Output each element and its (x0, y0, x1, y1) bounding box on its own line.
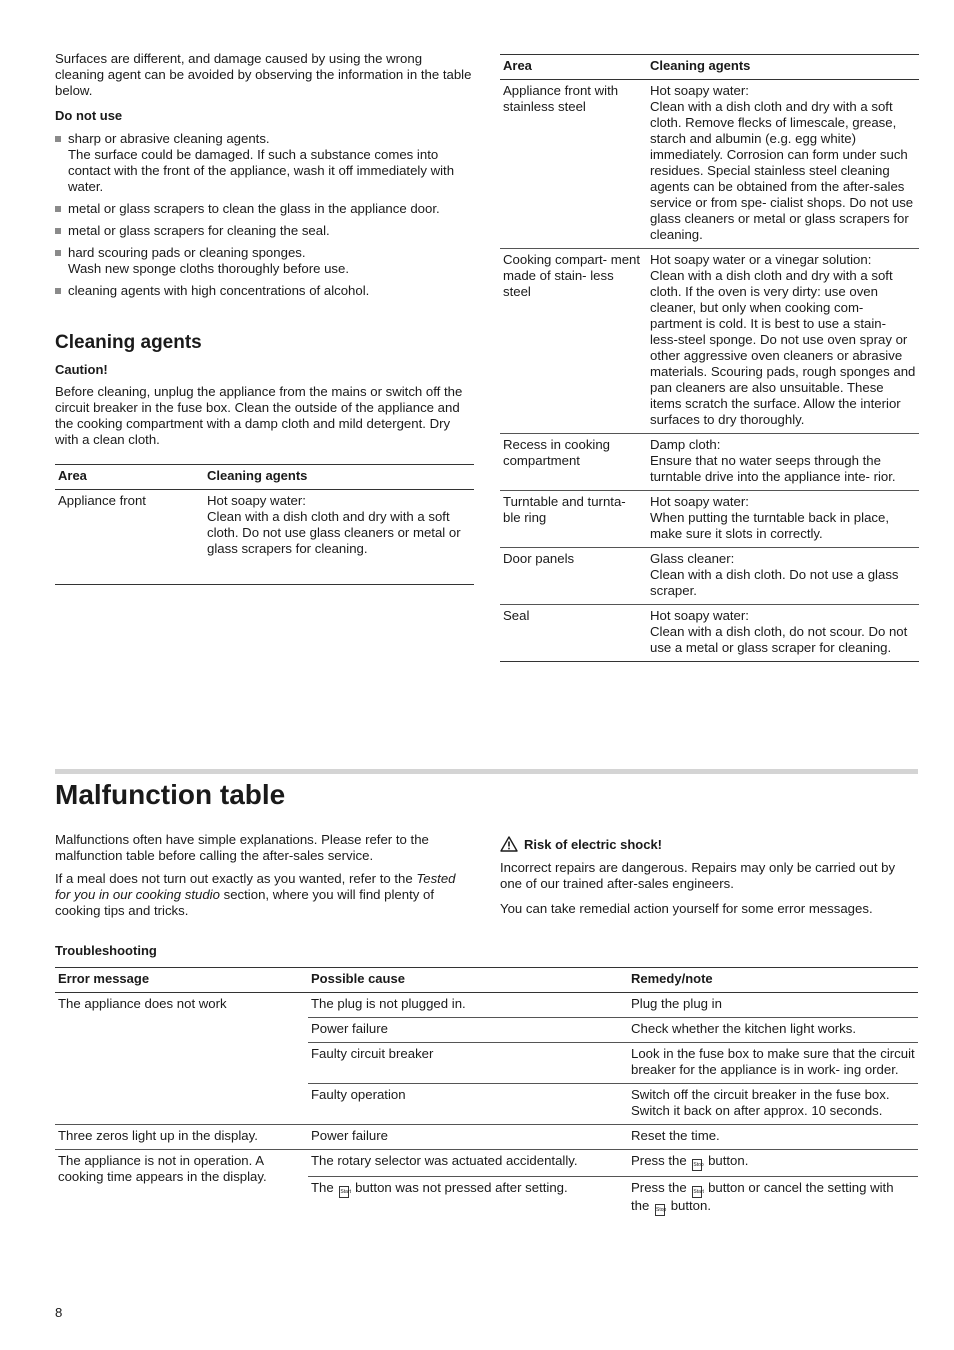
remedy-text: button. (670, 1198, 712, 1213)
table-row (500, 491, 919, 548)
table-cell-cause: Power failure (308, 1018, 628, 1043)
start-button-icon: Start (339, 1186, 349, 1198)
table-cell-remedy: Switch off the circuit breaker in the fuse box. Switch it back on after approx. 10 seconds. (628, 1084, 918, 1125)
table-cell-area: Appliance front (55, 490, 204, 585)
list-item (55, 131, 475, 195)
table-row (500, 605, 919, 662)
cause-text: button was not pressed after setting. (355, 1180, 568, 1195)
list-item-text: metal or glass scrapers to clean the glass in the appliance door. (68, 201, 440, 216)
cleaning-table-small (55, 464, 474, 585)
start-button-icon: Start (692, 1186, 702, 1198)
table-cell-remedy (628, 1150, 918, 1177)
table-row (55, 993, 918, 1018)
table-cell-error: The appliance is not in operation. A cooking time appears in the display. (58, 1153, 267, 1184)
table-cell-area: Recess in cooking compartment (500, 434, 647, 491)
stop-button-icon: Stop (692, 1159, 702, 1171)
table-cell-cause (308, 1177, 628, 1222)
malfunction-intro: Malfunctions often have simple explanations. Please refer to the malfunction table before calling the after-sales service. (55, 832, 429, 863)
table-header-area: Area (500, 55, 647, 80)
table-row (55, 1150, 918, 1177)
tips-text-b: section, where you will find plenty of cooking tips and tricks. (55, 887, 435, 918)
list-item-text: cleaning agents with high concentrations of alcohol. (68, 283, 370, 298)
caution-label: Caution! (55, 362, 108, 377)
bullet-icon (55, 250, 61, 256)
table-cell-remedy (628, 1177, 918, 1222)
section-divider (55, 769, 918, 774)
malfunction-tips (55, 871, 473, 919)
list-item-subtext: The surface could be damaged. If such a substance comes into contact with the front of the appliance, wash it off immediately with water. (68, 147, 455, 194)
table-cell-agent (647, 80, 919, 249)
table-cell-agent (204, 490, 474, 585)
table-row (500, 434, 919, 491)
warning-title: Risk of electric shock! (524, 837, 662, 852)
list-item (55, 201, 475, 217)
table-cell-cause: Faulty circuit breaker (308, 1043, 628, 1084)
table-cell-area: Appliance front with stainless steel (500, 80, 647, 249)
table-row (500, 80, 919, 249)
table-cell-agent (647, 548, 919, 605)
table-row (500, 249, 919, 434)
table-cell-cause: The plug is not plugged in. (308, 993, 628, 1018)
list-item-subtext: Wash new sponge cloths thoroughly before use. (68, 261, 350, 276)
agent-text: Clean with a dish cloth. Do not use a glass scraper. (650, 567, 899, 598)
table-cell-remedy: Look in the fuse box to make sure that the circuit breaker for the appliance is in work- ing order. (628, 1043, 918, 1084)
agent-text: When putting the turntable back in place, make sure it slots in correctly. (650, 510, 889, 541)
list-item-text: metal or glass scrapers for cleaning the seal. (68, 223, 330, 238)
list-item (55, 283, 475, 299)
do-not-use-list (55, 131, 475, 305)
table-cell-area: Cooking compart- ment made of stain- less steel (500, 249, 647, 434)
bullet-icon (55, 206, 61, 212)
table-header-cleaning-agents: Cleaning agents (204, 465, 474, 490)
table-cell-area: Seal (500, 605, 647, 662)
remedy-text: Press the (631, 1180, 687, 1195)
table-cell-agent (647, 491, 919, 548)
remedy-text: button or cancel the setting with the (631, 1180, 894, 1213)
agent-text: Clean with a dish cloth and dry with a soft cloth. If the oven is very dirty: use oven cleaner, but only when cooking com- partment is cold. It is best to use a stain- less-steel sponge. Do not use oven spray or other aggressive oven cleaners or abrasive materials. Scouring pads, rough sponges and pan cleaners are also unsuitable. These items scratch the surface. Allow the interior surfaces to dry thoroughly. (650, 268, 916, 427)
table-cell-cause: Faulty operation (308, 1084, 628, 1125)
table-cell-remedy: Check whether the kitchen light works. (628, 1018, 918, 1043)
agent-title: Hot soapy water: (207, 493, 306, 508)
bullet-icon (55, 228, 61, 234)
agent-text: Clean with a dish cloth and dry with a soft cloth. Do not use glass cleaners or metal or glass scrapers for cleaning. (207, 509, 461, 556)
page-number: 8 (55, 1305, 63, 1320)
table-cell-error: Three zeros light up in the display. (55, 1125, 308, 1150)
table-cell-area: Door panels (500, 548, 647, 605)
agent-title: Hot soapy water: (650, 83, 749, 98)
remedy-text: Press the (631, 1153, 687, 1168)
agent-title: Hot soapy water: (650, 494, 749, 509)
cleaning-agents-heading: Cleaning agents (55, 332, 202, 353)
table-cell-area: Turntable and turnta- ble ring (500, 491, 647, 548)
caution-text: Before cleaning, unplug the appliance from the mains or switch off the circuit breaker in the fuse box. Clean the outside of the appliance and the cooking compartment with a damp cloth and mild detergent. Dry with a clean cloth. (55, 384, 463, 447)
table-row (55, 1125, 918, 1150)
table-cell-remedy: Reset the time. (628, 1125, 918, 1150)
table-header-cause: Possible cause (308, 968, 628, 993)
table-cell-cause: The rotary selector was actuated accidentally. (308, 1150, 628, 1177)
table-cell-agent (647, 249, 919, 434)
agent-title: Damp cloth: (650, 437, 721, 452)
table-cell-remedy: Plug the plug in (628, 993, 918, 1018)
troubleshooting-table (55, 967, 918, 1221)
table-header-area: Area (55, 465, 204, 490)
agent-title: Hot soapy water: (650, 608, 749, 623)
table-cell-cause: Power failure (308, 1125, 628, 1150)
warning-text-2: You can take remedial action yourself for some error messages. (500, 901, 873, 916)
stop-button-icon: Stop (655, 1204, 665, 1216)
table-header-remedy: Remedy/note (628, 968, 918, 993)
page-title: Malfunction table (55, 779, 286, 810)
agent-title: Hot soapy water or a vinegar solution: (650, 252, 872, 267)
intro-paragraph: Surfaces are different, and damage caused by using the wrong cleaning agent can be avoided by observing the information in the table below. (55, 51, 472, 98)
table-cell-agent (647, 605, 919, 662)
table-cell-agent (647, 434, 919, 491)
agent-text: Clean with a dish cloth, do not scour. Do not use a metal or glass scraper for cleaning. (650, 624, 908, 655)
warning-text: Incorrect repairs are dangerous. Repairs may only be carried out by one of our trained after-sales engineers. (500, 860, 896, 891)
bullet-icon (55, 136, 61, 142)
tips-link-italic: Tested for you in our cooking studio (55, 871, 456, 902)
warning-heading (500, 836, 662, 853)
table-header-cleaning-agents: Cleaning agents (647, 55, 919, 80)
table-row (55, 490, 474, 585)
warning-triangle-icon (500, 836, 518, 852)
cause-text: The (311, 1180, 334, 1195)
list-item-text: sharp or abrasive cleaning agents. (68, 131, 270, 146)
list-item-text: hard scouring pads or cleaning sponges. (68, 245, 306, 260)
list-item (55, 223, 475, 239)
list-item (55, 245, 475, 277)
troubleshooting-heading: Troubleshooting (55, 943, 157, 958)
remedy-text: button. (708, 1153, 749, 1168)
agent-text: Ensure that no water seeps through the turntable drive into the appliance inte- rior. (650, 453, 896, 484)
agent-text: Clean with a dish cloth and dry with a soft cloth. Remove flecks of limescale, grease, starch and albumin (e.g. egg white) immediately. Corrosion can form under such residues. Special stainless steel cleaning agents can be obtained from the after-sales service or from spe- cialist shops. Do not use glass cleaners or metal or glass scrapers for cleaning. (650, 99, 914, 242)
bullet-icon (55, 288, 61, 294)
do-not-use-heading: Do not use (55, 108, 123, 123)
tips-text-a: If a meal does not turn out exactly as you wanted, refer to the (55, 871, 413, 886)
table-cell-error: The appliance does not work (55, 993, 308, 1125)
table-row (500, 548, 919, 605)
table-header-error: Error message (55, 968, 308, 993)
agent-title: Glass cleaner: (650, 551, 735, 566)
cleaning-table-right (500, 54, 919, 662)
